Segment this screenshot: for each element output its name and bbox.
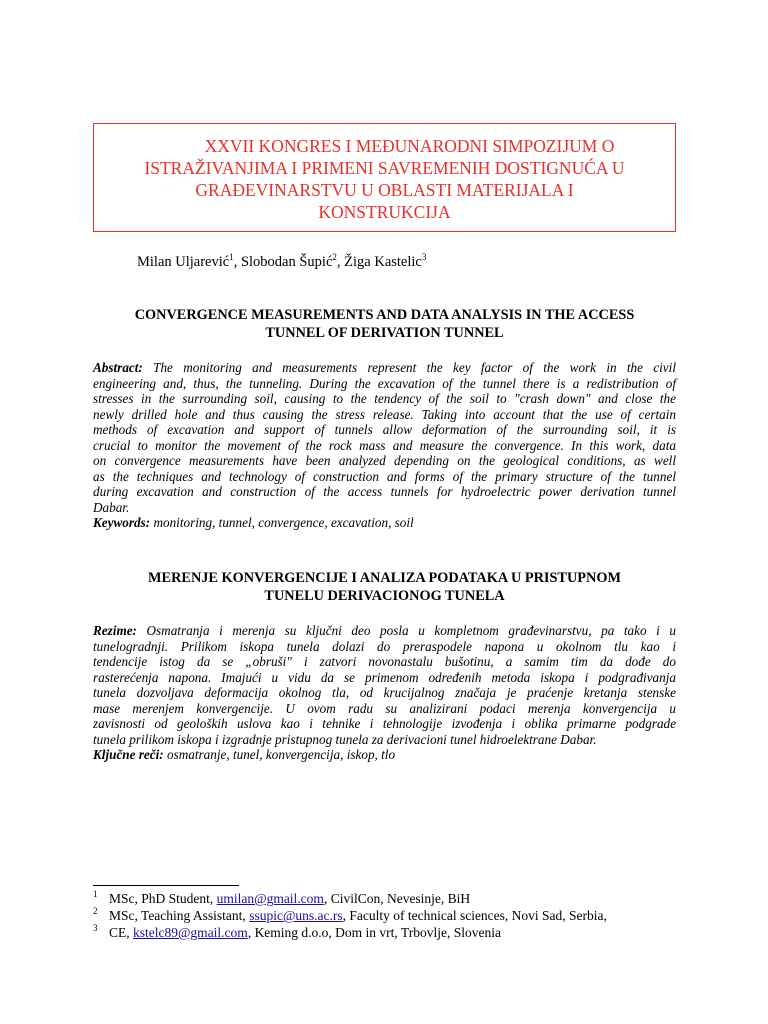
conference-title-line: GRAĐEVINARSTVU U OBLASTI MATERIJALA I <box>195 180 574 200</box>
english-title <box>93 307 676 342</box>
footnote-number: 1 <box>93 889 98 899</box>
footnote-number: 3 <box>93 923 98 933</box>
footnote-text: , Keming d.o.o, Dom in vrt, Trbovlje, Slovenia <box>247 925 501 940</box>
keywords-text: monitoring, tunnel, convergence, excavation, soil <box>150 515 414 530</box>
abstract-line: zavisnosti od geoloških uslova kao i tehnike i tehnologije izvođenja i oblika primarne podgrade <box>93 716 676 731</box>
author-affiliation-mark: 3 <box>421 252 427 262</box>
email-link[interactable]: umilan@gmail.com <box>216 891 324 906</box>
keywords-label: Ključne reči: <box>93 747 164 762</box>
abstract-line: newly drilled hole and thus causing the stress release. Taking into account that the use of certain <box>93 406 676 422</box>
keywords-label: Keywords: <box>93 515 151 530</box>
keywords-line <box>93 515 676 531</box>
footnote-text: , Faculty of technical sciences, Novi Sad, Serbia, <box>342 908 607 923</box>
author-name: Žiga Kastelic <box>344 254 422 270</box>
serbian-title-line: MERENJE KONVERGENCIJE I ANALIZA PODATAKA U PRISTUPNOM <box>148 570 621 586</box>
abstract-line: on convergence measurements have been analyzed depending on the geological conditions, as well <box>93 453 676 468</box>
abstract-line: engineering and, thus, the tunneling. During the excavation of the tunnel there is a redistribution of <box>93 375 676 391</box>
conference-title-box <box>93 123 676 232</box>
keywords-line <box>93 747 676 763</box>
footnote-separator <box>93 885 239 886</box>
author-name: Slobodan Šupić <box>240 254 333 270</box>
keywords-text: osmatranje, tunel, konvergencija, iskop, tlo <box>163 747 396 762</box>
serbian-title <box>93 570 676 605</box>
abstract-line: during excavation and construction of the access tunnels for hydroelectric power derivation tunnel <box>93 484 676 499</box>
abstract-line: rasterećenja napona. Imajući u vidu da se primenom određenih metoda iskopa i podgrađivanja <box>93 669 676 685</box>
abstract-line: Dabar. <box>93 499 130 515</box>
abstract-line: tunela dozvoljava deformacija okolnog tla, od krucijalnog značaja je praćenje kretanja stenske <box>93 685 676 700</box>
abstract-line: tunelogradnji. Prilikom iskopa tunela dolazi do preraspodele napona u okolnom tlu kao i <box>93 638 676 654</box>
abstract-line: methods of excavation and support of tunnels allow deformation of the surrounding soil, it is <box>93 422 676 437</box>
abstract-line: The monitoring and measurements represent the key factor of the work in the civil <box>142 360 676 375</box>
author-affiliation-mark: 1 <box>229 252 234 262</box>
footnote-text: , CivilCon, Nevesinje, BiH <box>323 891 471 906</box>
serbian-title-line: TUNELU DERIVACIONOG TUNELA <box>264 587 505 604</box>
serbian-abstract <box>93 623 676 763</box>
conference-title-line: KONSTRUKCIJA <box>318 202 451 222</box>
abstract-label: Rezime: <box>93 623 137 638</box>
email-link[interactable]: ssupic@uns.ac.rs <box>249 908 343 923</box>
abstract-line: crucial to monitor the movement of the rock mass and measure the convergence. In this work, data <box>93 437 676 453</box>
abstract-label: Abstract: <box>93 360 143 375</box>
footnote <box>93 890 607 907</box>
footnote <box>93 924 607 941</box>
english-title-line: CONVERGENCE MEASUREMENTS AND DATA ANALYSIS IN THE ACCESS <box>134 307 635 323</box>
author-name: Milan Uljarević <box>137 254 230 270</box>
footnote-text: CE, <box>109 925 134 940</box>
footnote-number: 2 <box>93 906 98 916</box>
abstract-line: tendencije istog da se „obruši" i zatvori novonastalu bušotinu, a samim tim da dođe do <box>93 654 676 669</box>
footnotes <box>93 890 607 941</box>
footnote-text: MSc, PhD Student, <box>109 891 217 906</box>
conference-title-line: XXVII KONGRES I MEĐUNARODNI SIMPOZIJUM O <box>204 136 615 156</box>
english-title-line: TUNNEL OF DERIVATION TUNNEL <box>265 324 504 341</box>
abstract-line: mase merenjem konvergencije. U ovom radu su analizirani podaci merenja konvergencija u <box>93 700 676 716</box>
abstract-line: Osmatranja i merenja su ključni deo posla u kompletnom građevinarstvu, pa tako i u <box>136 623 676 638</box>
footnote-text: MSc, Teaching Assistant, <box>109 908 250 923</box>
abstract-line: stresses in the surrounding soil, causing to the tendency of the soil to "crash down" and close the <box>93 391 676 406</box>
footnote <box>93 907 607 924</box>
abstract-line: tunela prilikom iskopa i izgradnje pristupnog tunela za derivacioni tunel hidroelektrane Dabar. <box>93 731 597 747</box>
email-link[interactable]: kstelc89@gmail.com <box>133 925 248 940</box>
author-list: Milan Uljarević$^1$, Slobodan Šupić$^2$, Žiga Kastelic$^3$ <box>137 252 427 270</box>
english-abstract <box>93 360 676 531</box>
abstract-line: as the techniques and technology of construction and forms of the primary structure of the tunnel <box>93 468 676 484</box>
author-affiliation-mark: 2 <box>332 252 337 262</box>
conference-title-line: ISTRAŽIVANJIMA I PRIMENI SAVREMENIH DOSTIGNUĆA U <box>144 158 625 178</box>
